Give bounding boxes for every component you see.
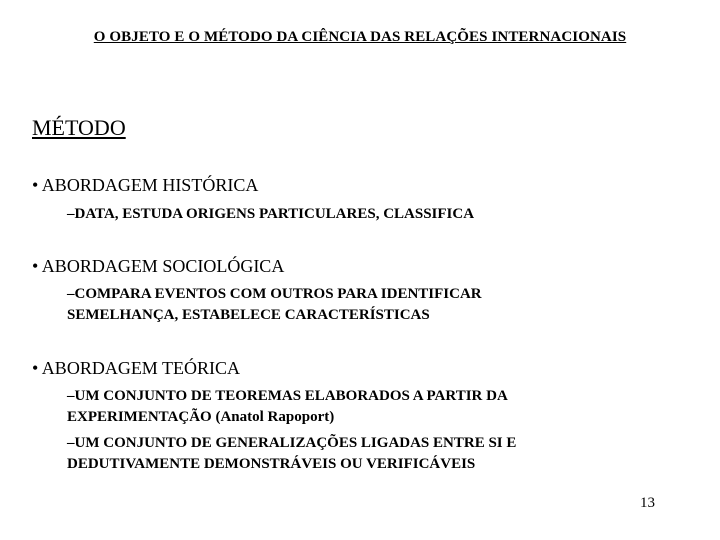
sub-item-teorica-2 [67,433,516,475]
sub-item-line: –DATA, ESTUDA ORIGENS PARTICULARES, CLASSIFICA [67,206,475,222]
bullet-abordagem-teorica: • ABORDAGEM TEÓRICA [32,358,240,378]
bullet-abordagem-sociologica: • ABORDAGEM SOCIOLÓGICA [32,256,285,276]
sub-item-line: –COMPARA EVENTOS COM OUTROS PARA IDENTIFICAR [67,286,482,302]
sub-item-historica [67,204,474,225]
sub-item-line: –UM CONJUNTO DE GENERALIZAÇÕES LIGADAS ENTRE SI E [67,435,517,451]
section-heading: MÉTODO [32,115,126,140]
sub-item-line: SEMELHANÇA, ESTABELECE CARACTERÍSTICAS [67,307,430,323]
sub-item-line: –UM CONJUNTO DE TEOREMAS ELABORADOS A PARTIR DA [67,388,508,404]
sub-item-sociologica [67,284,482,326]
slide-title: O OBJETO E O MÉTODO DA CIÊNCIA DAS RELAÇÕES INTERNACIONAIS [93,29,627,45]
bullet-abordagem-historica: • ABORDAGEM HISTÓRICA [32,175,259,195]
sub-item-teorica-1 [67,386,508,428]
page-number: 13 [640,495,655,511]
sub-item-line: EXPERIMENTAÇÃO (Anatol Rapoport) [67,409,335,425]
sub-item-line: DEDUTIVAMENTE DEMONSTRÁVEIS OU VERIFICÁVEIS [67,456,476,472]
